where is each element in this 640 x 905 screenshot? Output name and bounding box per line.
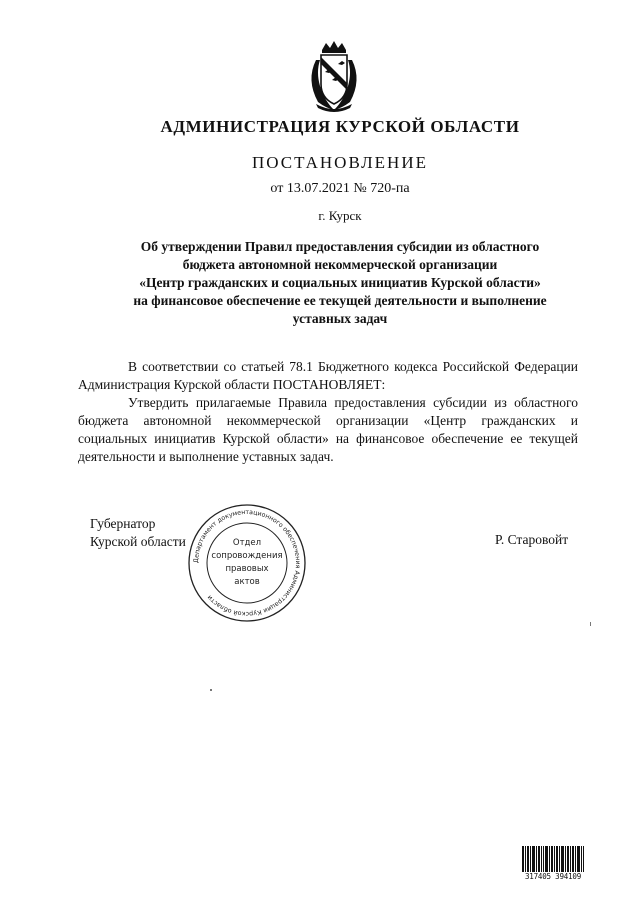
document-date-number: от 13.07.2021 № 720-па xyxy=(270,181,410,196)
subject-line: уставных задач xyxy=(292,311,388,326)
signatory-position-line: Курской области xyxy=(90,534,186,549)
round-stamp xyxy=(186,502,308,624)
document-type: ПОСТАНОВЛЕНИЕ xyxy=(251,153,428,172)
body-paragraph: В соответствии со статьей 78.1 Бюджетного кодекса Российской Федерации Администрация Курской области ПОСТАНОВЛЯЕТ: xyxy=(78,359,578,392)
document-subject xyxy=(90,238,590,328)
barcode-number: 317405 394109 xyxy=(522,872,584,881)
subject-line: «Центр гражданских и социальных инициатив Курской области» xyxy=(139,275,541,290)
stamp-center-line: актов xyxy=(234,577,260,587)
signatory-position xyxy=(90,515,186,551)
subject-line: Об утверждении Правил предоставления субсидии из областного xyxy=(140,239,540,254)
subject-line: на финансовое обеспечение ее текущей деятельности и выполнение xyxy=(133,293,547,308)
stamp-center-line: Отдел xyxy=(232,538,262,548)
scan-speck xyxy=(590,622,591,626)
stamp-center-line: сопровождения xyxy=(211,551,283,561)
stamp-center-line: правовых xyxy=(225,564,269,574)
signatory-name: Р. Старовойт xyxy=(495,532,569,547)
document-city: г. Курск xyxy=(318,208,362,223)
signatory-position-line: Губернатор xyxy=(90,516,156,531)
organization-title: АДМИНИСТРАЦИЯ КУРСКОЙ ОБЛАСТИ xyxy=(160,117,520,136)
coat-of-arms-emblem xyxy=(302,40,366,112)
stamp-ring-text-path: Департамент документационного обеспечения Администрации Курской области xyxy=(192,508,302,618)
document-body xyxy=(78,358,578,466)
subject-line: бюджета автономной некоммерческой организации xyxy=(182,257,498,272)
scan-speck xyxy=(210,689,212,691)
body-paragraph: Утвердить прилагаемые Правила предоставления субсидии из областного бюджета автономной некоммерческой организации «Центр гражданских и социальных инициатив Курской области» на финансовое обеспечение ее текущей деятельности и выполнение уставных задач. xyxy=(78,395,578,464)
